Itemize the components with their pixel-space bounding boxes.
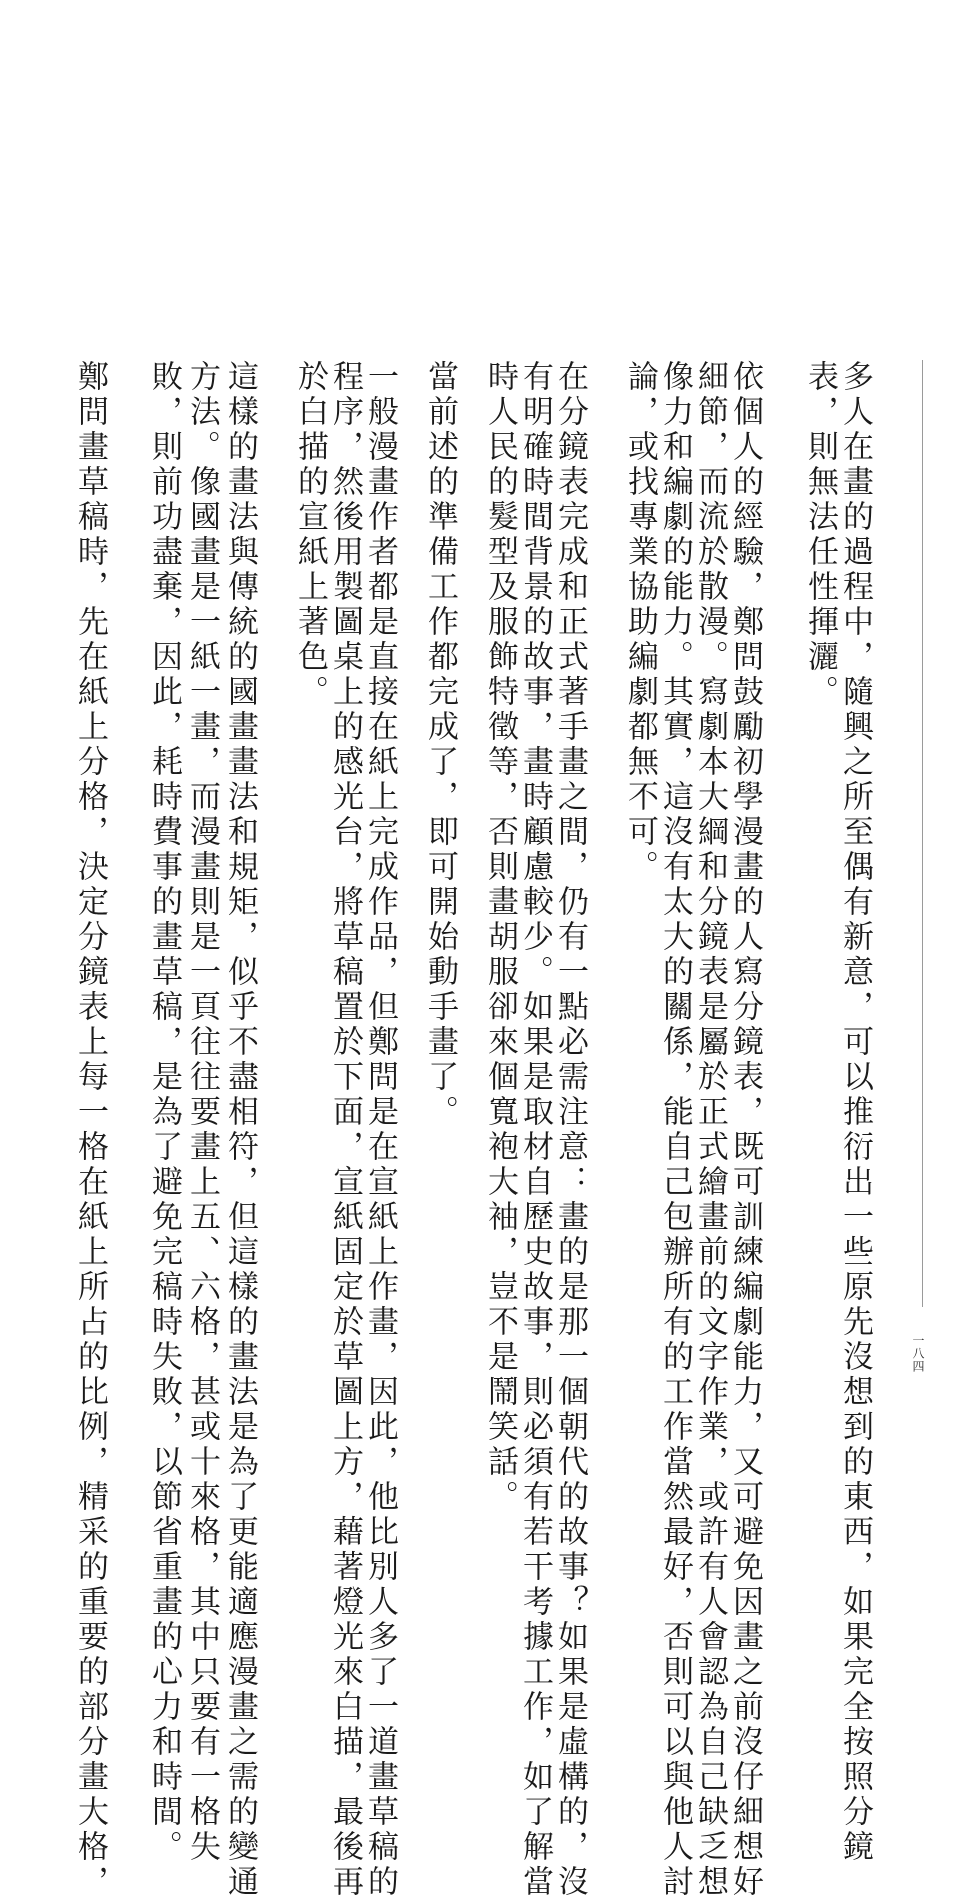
text-line: 論，或找專業協助編劇都無不可。 — [622, 360, 658, 885]
text-line: 像力和編劇的能力。其實，這沒有太大的關係，能自己包辦所有的工作當然最好，否則可以與他人討 — [657, 360, 693, 1900]
text-line: 方法。像國畫是一紙一畫，而漫畫則是一頁往往要畫上五、六格，甚或十來格，其中只要有一格失 — [184, 360, 220, 1865]
text-line: 多人在畫的過程中，隨興之所至偶有新意，可以推衍出一些原先沒想到的東西，如果完全按照分鏡 — [837, 360, 873, 1865]
text-line: 鄭問畫草稿時，先在紙上分格，決定分鏡表上每一格在紙上所占的比例，精采的重要的部分畫大格， — [72, 360, 108, 1900]
text-line: 表，則無法任性揮灑。 — [802, 360, 838, 710]
text-line: 在分鏡表完成和正式著手畫之間，仍有一點必需注意：畫的是那一個朝代的故事？如果是虛構的，沒 — [552, 360, 588, 1900]
text-line: 程序，然後用製圖桌上的感光台，將草稿置於下面，宣紙固定於草圖上方，藉著燈光來白描，最後再 — [327, 360, 363, 1900]
margin-rule — [922, 360, 923, 1307]
text-line: 有明確時間背景的故事，畫時顧慮較少。如果是取材自歷史故事，則必須有若干考據工作，如了解當 — [517, 360, 553, 1900]
text-line: 於白描的宣紙上著色。 — [292, 360, 328, 710]
page-number: 一八四 — [911, 1334, 925, 1373]
text-line: 當前述的準備工作都完成了，即可開始動手畫了。 — [422, 360, 458, 1130]
text-line: 這樣的畫法與傳統的國畫畫法和規矩，似乎不盡相符，但這樣的畫法是為了更能適應漫畫之需的變通 — [222, 360, 258, 1900]
text-line: 一般漫畫作者都是直接在紙上完成作品，但鄭問是在宣紙上作畫，因此，他比別人多了一道畫草稿的 — [362, 360, 398, 1900]
text-line: 時人民的髮型及服飾特徵等，否則畫胡服卻來個寬袍大袖，豈不是鬧笑話。 — [482, 360, 518, 1515]
text-line: 細節，而流於散漫。寫劇本大綱和分鏡表是屬於正式繪畫前的文字作業，或許有人會認為自己缺乏想 — [692, 360, 728, 1900]
text-line: 依個人的經驗，鄭問鼓勵初學漫畫的人寫分鏡表，既可訓練編劇能力，又可避免因畫之前沒仔細想好 — [727, 360, 763, 1900]
text-line: 敗，則前功盡棄，因此，耗時費事的畫草稿，是為了避免完稿時失敗，以節省重畫的心力和時間。 — [146, 360, 182, 1865]
